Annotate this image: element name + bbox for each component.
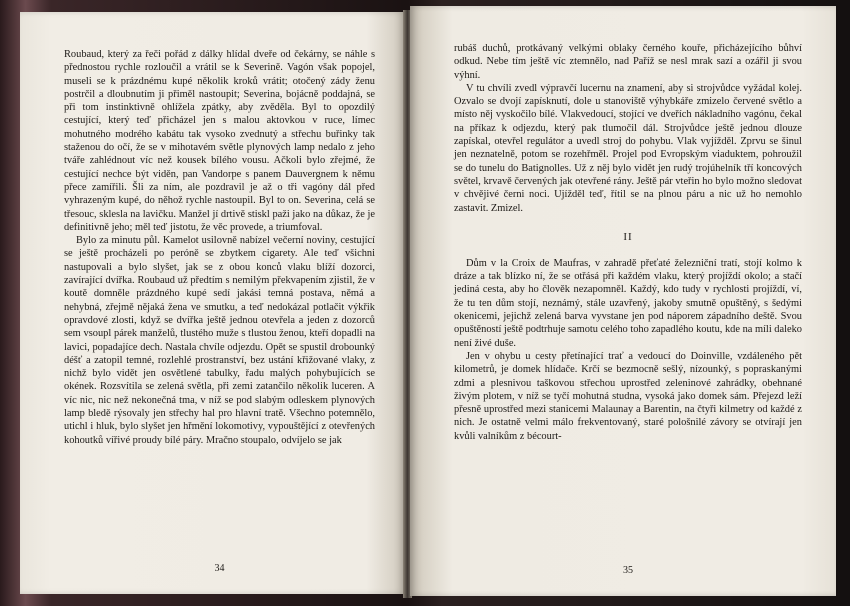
paragraph: Dům v la Croix de Maufras, v zahradě přeťaté železniční tratí, stojí kolmo k dráze a tak blízko ní, že se otřásá při každém vlaku, který projíždí okolo; a stačí jediná cesta, aby ho člověk nezapomněl. Každý, kdo tudy v rychlosti projíždí, ví, že tu ten dům stojí, neznámý, stále uzavřený, jakoby smutně opuštěný, s šedými okenicemi, jejichž zelená barva vyvstane jen pod náporem západního deště. Svou opuštěností ještě podtrhuje samotu celého toho zapadlého koutu, kde na míli daleko není živé duše. <box>454 257 803 349</box>
right-page <box>410 6 836 596</box>
left-page-text <box>64 48 375 447</box>
paragraph: Roubaud, který za řeči pořád z dálky hlídal dveře od čekárny, se náhle s přednostou rychle rozloučil a vrátil se k Severině. Vagón však popojel, museli se k prázdnému kupé několik kroků vrátit; otočený zády ženu postrčil a dloubnutím ji přiměl nastoupit; Severina, bojácně poddajná, se při tom instinktivně ohlížela zpátky, aby zvěděla. Byl to opozdilý cestující, který teď přicházel jen s malou aktovkou v ruce, límec mohutného modrého kabátu tak vysoko zvednutý a střechu buřinky tak staženou do očí, že se v mihotavém světle plynových lamp nedalo z jeho tváře zahlédnout víc než kousek bílého vousu. Ačkoli bylo zřejmé, že cestující nechce být viděn, pan Vandorpe s panem Dauvergnem k němu přece zamířili. Šli za ním, ale pozdravil je až o tři vagóny dál před vyhrazeným kupé, do něhož rychle nastoupil. Byl to on. Severina, celá se třesouc, sklesla na lavičku. Manžel jí drtivě stiskl paži jako na důkaz, že je definitivně jeho; měl teď jistotu, že věc provede, a triumfoval. <box>64 49 375 233</box>
chapter-heading: II <box>623 230 633 243</box>
right-page-text <box>454 42 802 443</box>
paragraph: Jen v ohybu u cesty přetínající trať a vedoucí do Doinville, vzdáleného pět kilometrů, je domek hlídače. Krčí se bezmocně sešlý, nízounký, s popraskanými zdmi a plesnivou taškovou střechou uprostřed zeleninové zahrádky, obehnané živým plotem, v níž se tyčí mohutná studna, vysoká jako domek sám. Přejezd leží přesně uprostřed mezi stanicemi Malaunay a Barentin, na čtyři kilmetry od každé z nich. Je ostatně velmi málo frekventovaný, staré pološnilé závory se otvírají jen kvůli valníkům z bécourt- <box>454 350 802 442</box>
page-number: 35 <box>623 565 633 576</box>
paragraph: Bylo za minutu půl. Kamelot usilovně nabízel večerní noviny, cestující se ještě procházeli po peróně se zbytkem cigarety. Ale teď všichni nastupovali a bylo slyšet, jak se z obou konců vlaku blíží dozorci, zavírající dvířka. Roubaud už předtím s nemilým překvapením zjistil, že v koutě domněle prázdného kupé sedí jakási temná postava, němá a nehybná, zřejmě nějaká žena ve smutku, a teď nedokázal potlačit výkřik opravdové zlosti, když se dvířka ještě jednou otevřela a jeden z dozorců sem vsoupl párek manželů, tlustého muže s tlustou ženou, kteří dopadli na lavici, popadajíce dech. Nastala chvíle odjezdu. Opět se spustil drobounký déšť a zatopil temné, rozlehlé prostranství, bez ustání křižované vlaky, z nichž bylo vidět jen osvětlené tabulky, řadu malých pohybujících se okének. Rozsvítila se zelená světla, při zemi zatančilo několik luceren. A víc nic, nic než nekonečná tma, v níž se pod slabým odleskem plynových lamp bledě rýsovaly jen střechy hal pro hlavní tratě. Všechno potemnělo, utichl i hluk, bylo slyšet jen hřmění lokomotivy, vypouštějící z otevřených kohoutků vířivé proudy bílé páry. Mračno stoupalo, odvíjelo se jak <box>64 235 375 446</box>
left-page <box>20 12 405 594</box>
paragraph: V tu chvíli zvedl výpravčí lucernu na znamení, aby si strojvůdce vyžádal kolej. Ozvalo se dvojí zapísknutí, dole u stanoviště výhybkáře zmizelo červené světlo a místo něj vyskočilo bílé. Vlakvedoucí, stojící ve dveřích nákladního vagónu, čekal na příkaz k odjezdu, který pak tlumočil dál. Strojvůdce ještě jednou dlouze zapískal, otevřel regulátor a uvedl stroj do pohybu. Vlak vyjížděl. Zprvu se šinul jen neznatelně, potom se rozehřměl. Projel pod Evropským viaduktem, pohroužil se do tunelu do Batignolles. Už z něj bylo vidět jen rudý trojúhelník tří koncových světel, krvavě červených jak otevřené rány. Ještě pár vteřin ho bylo možno sledovat v chvějivé černi noci. Ujížděl teď, řítil se na plnou páru a nic už ho nemohlo zastavit. Zmizel. <box>454 82 802 214</box>
page-number: 34 <box>214 563 225 574</box>
paragraph: rubáš duchů, protkávaný velkými oblaky černého kouře, přicházejícího bůhví odkud. Nebe tím ještě víc ztemnělo, nad Paříž se nesl mrak sazí a ozářil ji svou výhní. <box>454 43 802 81</box>
